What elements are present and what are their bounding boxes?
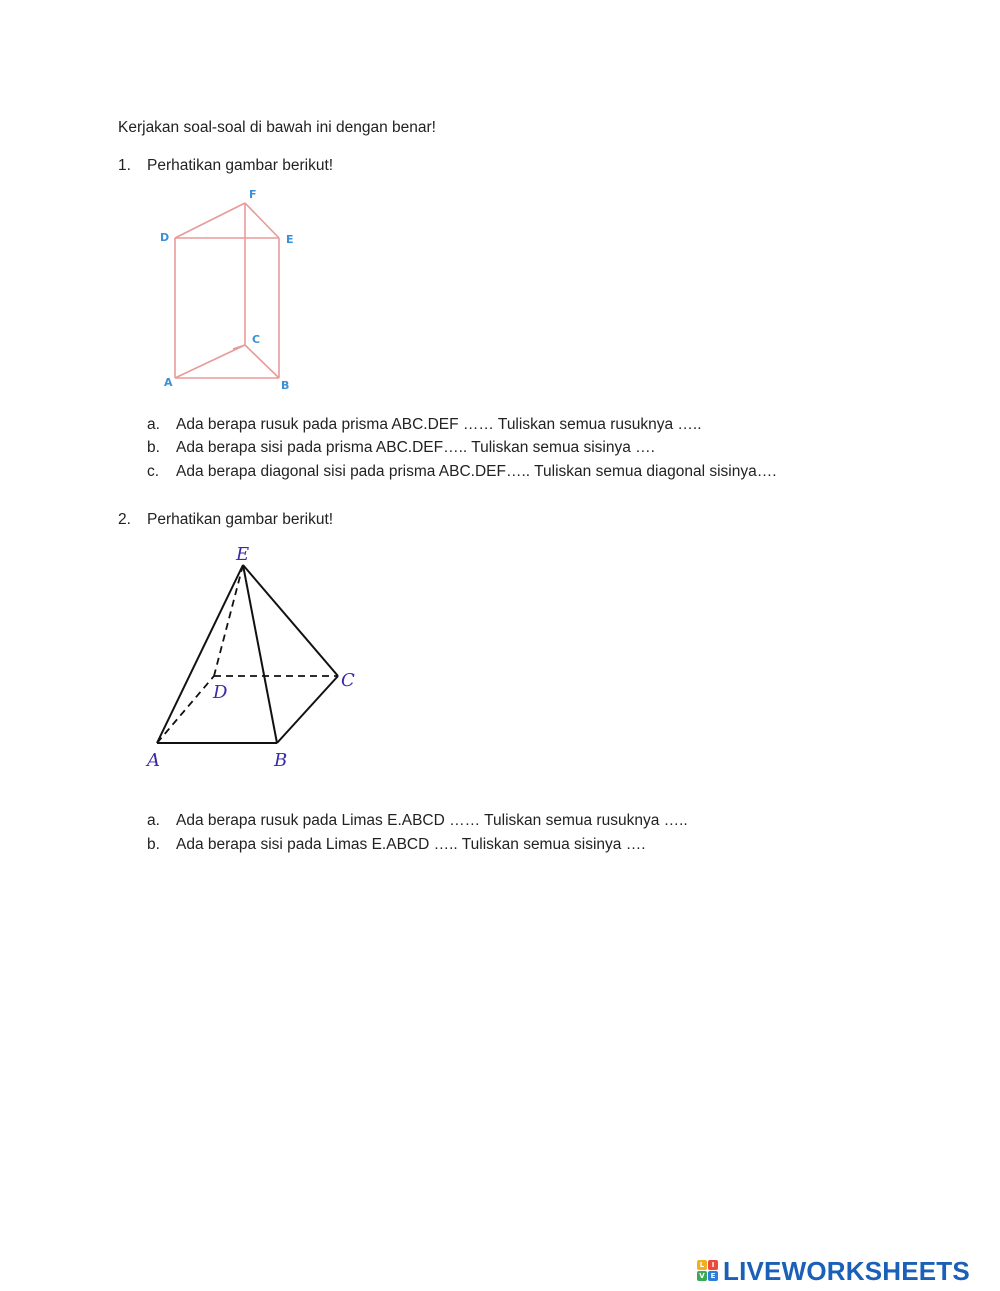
pyramid-label-a: A bbox=[147, 750, 160, 771]
prism-label-b: B bbox=[281, 379, 290, 392]
q1-item-a-letter: a. bbox=[147, 416, 160, 433]
pyramid-label-e: E bbox=[236, 544, 250, 565]
pyramid-edge-ea bbox=[157, 565, 243, 743]
question-1-number: 1. bbox=[118, 157, 131, 174]
pyramid-edge-eb bbox=[243, 565, 277, 743]
pyramid-edge-ec bbox=[243, 565, 338, 676]
pyramid-edge-ed bbox=[214, 565, 243, 676]
pyramid-label-d: D bbox=[213, 682, 228, 703]
prism-edge-cb bbox=[245, 345, 279, 378]
prism-edge-df bbox=[175, 203, 245, 238]
pyramid-edge-bc bbox=[277, 676, 338, 743]
liveworksheets-logo bbox=[697, 1256, 993, 1286]
prism-label-c: C bbox=[252, 333, 261, 346]
question-2-number: 2. bbox=[118, 511, 131, 528]
q2-item-a-letter: a. bbox=[147, 812, 160, 829]
prism-label-f: F bbox=[249, 188, 257, 201]
logo-badge-icon bbox=[697, 1260, 719, 1282]
q2-item-a-text: Ada berapa rusuk pada Limas E.ABCD …… Tuliskan semua rusuknya ….. bbox=[176, 812, 688, 829]
logo-badge-i: I bbox=[708, 1260, 718, 1270]
q1-item-b-text: Ada berapa sisi pada prisma ABC.DEF….. Tuliskan semua sisinya …. bbox=[176, 439, 655, 456]
logo-text: LIVEWORKSHEETS bbox=[723, 1256, 970, 1286]
pyramid-label-c: C bbox=[341, 670, 355, 691]
prism-label-a: A bbox=[164, 376, 173, 389]
logo-badge-l: L bbox=[697, 1260, 707, 1270]
pyramid-edge-ad bbox=[157, 676, 214, 743]
prism-edge-ac bbox=[175, 345, 245, 378]
instruction-text: Kerjakan soal-soal di bawah ini dengan benar! bbox=[118, 119, 436, 136]
q2-item-b-letter: b. bbox=[147, 836, 160, 853]
prism-label-e: E bbox=[286, 233, 294, 246]
q2-item-b-text: Ada berapa sisi pada Limas E.ABCD ….. Tuliskan semua sisinya …. bbox=[176, 836, 646, 853]
pyramid-label-b: B bbox=[274, 750, 288, 771]
q1-item-c-text: Ada berapa diagonal sisi pada prisma ABC.DEF….. Tuliskan semua diagonal sisinya…. bbox=[176, 463, 777, 480]
q1-item-c-letter: c. bbox=[147, 463, 160, 480]
q1-item-b-letter: b. bbox=[147, 439, 160, 456]
question-1-prompt: Perhatikan gambar berikut! bbox=[147, 157, 334, 174]
q1-item-a-text: Ada berapa rusuk pada prisma ABC.DEF …… Tuliskan semua rusuknya ….. bbox=[176, 416, 702, 433]
logo-badge-v: V bbox=[697, 1271, 707, 1281]
logo-badge-e: E bbox=[708, 1271, 718, 1281]
prism-label-d: D bbox=[160, 231, 170, 244]
question-2-prompt: Perhatikan gambar berikut! bbox=[147, 511, 334, 528]
prism-edge-fe bbox=[245, 203, 279, 238]
prism-edge-tick bbox=[233, 345, 245, 349]
